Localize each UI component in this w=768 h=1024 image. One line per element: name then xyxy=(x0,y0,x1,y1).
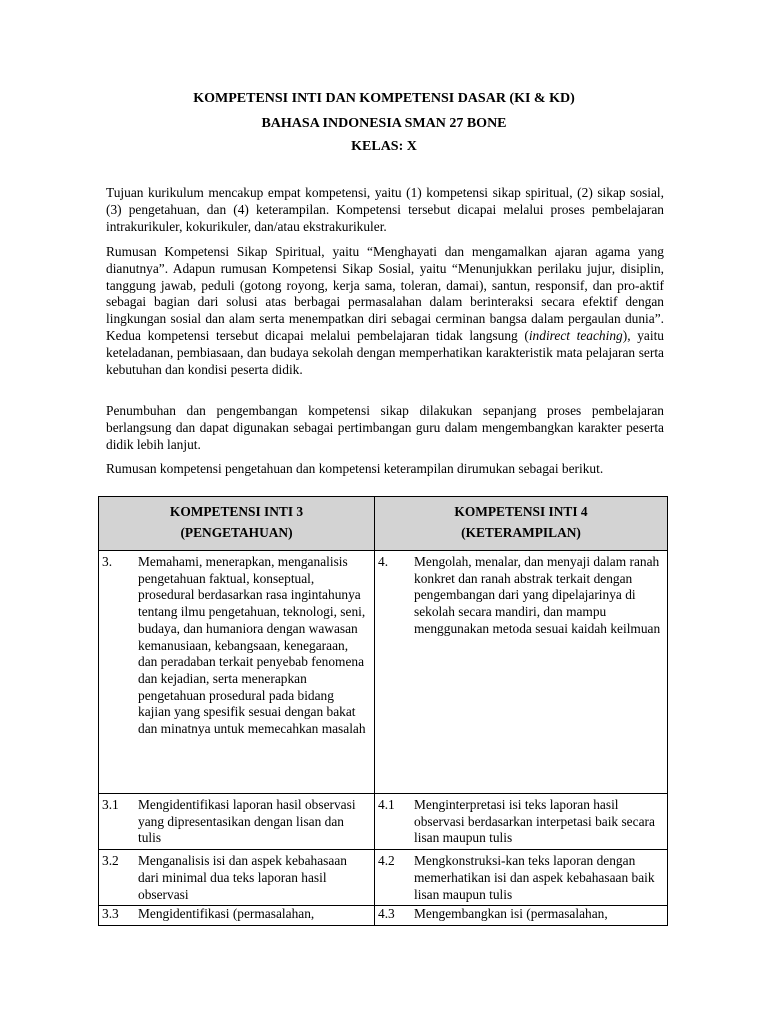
class-label: KELAS: X xyxy=(351,139,417,154)
competency-text: Memahami, menerapkan, menganalisis pengetahuan faktual, konseptual, prosedural berdasarkan rasa ingintahunya tentang ilmu pengetahuan, teknologi, seni, budaya, dan humaniora dengan wawasan kemanusiaan, kebangsaan, kenegaraan, dan peradaban terkait penyebab fenomena dan kejadian, serta menerapkan pengetahuan prosedural pada bidang kajian yang spesifik sesuai dengan bakat dan minatnya untuk memecahkan masalah xyxy=(138,554,366,737)
kd4-cell xyxy=(375,906,668,926)
paragraph-penumbuhan: Penumbuhan dan pengembangan kompetensi sikap dilakukan sepanjang proses pembelajaran berlangsung dan dapat digunakan sebagai pertimbangan guru dalam mengembangkan karakter peserta didik lebih lanjut. xyxy=(106,403,664,452)
table-row xyxy=(99,906,668,926)
table-row xyxy=(99,850,668,906)
ki4-cell xyxy=(375,551,668,794)
competency-number: 4. xyxy=(378,554,389,569)
competency-number: 3.1 xyxy=(102,797,119,812)
competency-number: 3.2 xyxy=(102,853,119,869)
competency-text: Mengkonstruksi-kan teks laporan dengan memerhatikan isi dan aspek kebahasaan baik lisan maupun tulis xyxy=(414,853,655,902)
paragraph-sikap-text-b: ), yaitu keteladanan, pembiasaan, dan budaya sekolah dengan memperhatikan karakteristik mata pelajaran serta kebutuhan dan kondisi peserta didik. xyxy=(106,327,664,377)
competency-number: 4.2 xyxy=(378,853,395,869)
header-ki4-title: KOMPETENSI INTI 4 xyxy=(454,504,588,519)
document-title: KOMPETENSI INTI DAN KOMPETENSI DASAR (KI & KD) xyxy=(193,91,575,106)
ki3-cell xyxy=(99,551,375,794)
paragraph-intro: Tujuan kurikulum mencakup empat kompetensi, yaitu (1) kompetensi sikap spiritual, (2) sikap sosial, (3) pengetahuan, dan (4) keterampilan. Kompetensi tersebut dicapai melalui proses pembelajaran intrakurikuler, kokurikuler, dan/atau ekstrakurikuler. xyxy=(106,185,664,234)
paragraph-sikap xyxy=(106,244,664,378)
competency-text: Mengidentifikasi laporan hasil observasi yang dipresentasikan dengan lisan dan tulis xyxy=(138,797,356,846)
ki-kd-table xyxy=(98,496,668,926)
header-ki4-subtitle: (KETERAMPILAN) xyxy=(461,525,581,540)
kd3-cell xyxy=(99,794,375,850)
header-ki3-subtitle: (PENGETAHUAN) xyxy=(180,525,293,540)
competency-text: Mengembangkan isi (permasalahan, xyxy=(414,906,608,922)
paragraph-sikap-text-a: Rumusan Kompetensi Sikap Spiritual, yaitu “Menghayati dan mengamalkan ajaran agama yang dianutnya”. Adapun rumusan Kompetensi Sikap Sosial, yaitu “Menunjukkan perilaku jujur, disiplin, tanggung jawab, peduli (gotong royong, kerja sama, toleran, damai), santun, responsif, dan pro-aktif sebagai bagian dari solusi atas berbagai permasalahan dalam berinteraksi secara efektif dengan lingkungan sosial dan alam serta menempatkan diri sebagai cerminan bangsa dalam pergaulan dunia”. Kedua kompetensi tersebut dicapai melalui pembelajaran tidak langsung ( xyxy=(106,244,664,343)
paragraph-sikap-italic: indirect teaching xyxy=(528,327,623,343)
kd3-cell xyxy=(99,850,375,906)
kd4-cell xyxy=(375,850,668,906)
competency-text: Mengolah, menalar, dan menyaji dalam ranah konkret dan ranah abstrak terkait dengan pengembangan dari yang dipelajarinya di sekolah secara mandiri, dan mampu menggunakan metoda sesuai kaidah keilmuan xyxy=(414,554,661,636)
header-ki3 xyxy=(99,497,375,551)
paragraph-rumusan: Rumusan kompetensi pengetahuan dan kompetensi keterampilan dirumukan sebagai berikut. xyxy=(106,461,604,476)
competency-text: Menganalisis isi dan aspek kebahasaan dari minimal dua teks laporan hasil observasi xyxy=(138,853,347,902)
kd3-cell xyxy=(99,906,375,926)
table-row xyxy=(99,794,668,850)
kd4-cell xyxy=(375,794,668,850)
competency-text: Mengidentifikasi (permasalahan, xyxy=(138,906,315,922)
header-ki4 xyxy=(375,497,668,551)
competency-number: 3. xyxy=(102,554,113,569)
table-header-row xyxy=(99,497,668,551)
table-row xyxy=(99,551,668,794)
document-subtitle: BAHASA INDONESIA SMAN 27 BONE xyxy=(261,116,507,131)
competency-number: 3.3 xyxy=(102,906,119,922)
competency-number: 4.3 xyxy=(378,906,395,922)
header-ki3-title: KOMPETENSI INTI 3 xyxy=(169,504,304,519)
competency-text: Menginterpretasi isi teks laporan hasil observasi berdasarkan interpetasi baik secara lisan maupun tulis xyxy=(414,797,655,846)
competency-number: 4.1 xyxy=(378,797,395,812)
